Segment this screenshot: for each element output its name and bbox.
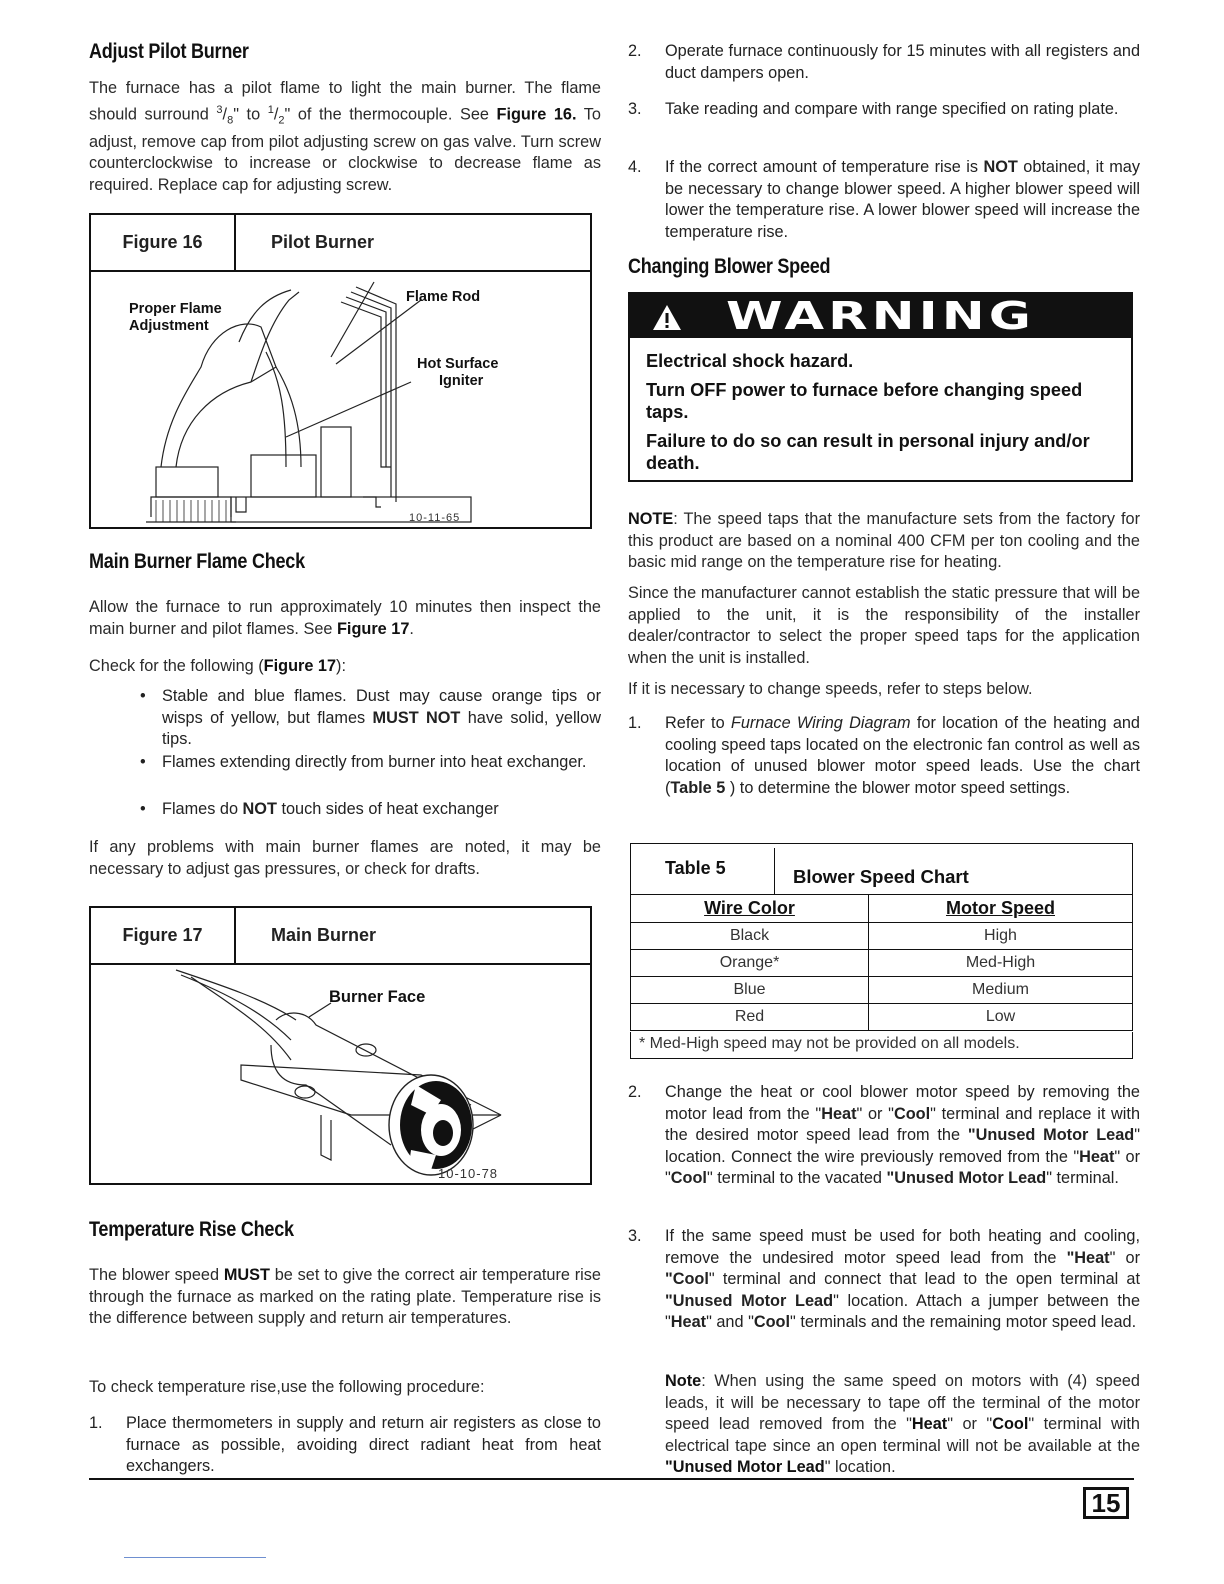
- heading-temp-rise: Temperature Rise Check: [89, 1218, 294, 1241]
- step-text: If the same speed must be used for both heating and cooling, remove the undesired motor speed lead from the "Heat" or "Cool" terminal and connect that lead to the open terminal at "Unused Motor Lead" location. Attach a jumper between the "Heat" and "Cool" terminals and the remaining motor speed lead.: [665, 1227, 1140, 1331]
- cell-speed: High: [869, 923, 1133, 950]
- table-5-number: Table 5: [635, 848, 775, 894]
- table-row: [631, 1004, 1133, 1031]
- label-line: Proper Flame: [129, 301, 222, 317]
- step-number: 4.: [628, 158, 642, 176]
- temp-rise-p1: The blower speed MUST be set to give the correct air temperature rise through the furnace as marked on the rating plate. Temperature rise is the difference between supply and return air temperatures.: [89, 1266, 601, 1327]
- heading-blower-speed: Changing Blower Speed: [628, 255, 831, 278]
- bullet-1: [140, 686, 601, 752]
- cell-color: Red: [631, 1004, 869, 1031]
- step-number: 1.: [628, 714, 642, 732]
- warning-word: WARNING: [726, 294, 1035, 338]
- table-row: [631, 977, 1133, 1004]
- blower-note: NOTE: The speed taps that the manufacture sets from the factory for this product are based on a nominal 400 CFM per ton cooling and the basic mid range on the temperature rise for heating.: [628, 510, 1140, 571]
- temp-step-1: [89, 1413, 601, 1479]
- figure-16-code: 10-11-65: [409, 512, 461, 524]
- heading-adjust-pilot: Adjust Pilot Burner: [89, 40, 249, 63]
- label-flame-rod: Flame Rod: [406, 289, 481, 305]
- figure-17-title: Main Burner: [271, 925, 377, 945]
- cell-speed: Med-High: [869, 950, 1133, 977]
- footer-link-line: [124, 1557, 266, 1558]
- warning-line-2: Turn OFF power to furnace before changing speed taps.: [646, 380, 1083, 422]
- text: " to: [233, 104, 268, 123]
- heading-main-burner: Main Burner Flame Check: [89, 550, 305, 573]
- label-hot-surface: [417, 356, 498, 390]
- figure-ref: Figure 16.: [496, 104, 577, 123]
- warning-line-1: Electrical shock hazard.: [646, 351, 854, 371]
- footer-rule: [89, 1478, 1134, 1480]
- blower-step-1: [628, 713, 1140, 823]
- bullet-text: Stable and blue flames. Dust may cause orange tips or wisps of yellow, but flames MUST NOT have solid, yellow tips.: [162, 687, 601, 748]
- text: " of the thermocouple. See: [284, 104, 497, 123]
- blower-speed-table: [630, 894, 1133, 1031]
- bullet-dot: •: [140, 753, 146, 771]
- step-number: 3.: [628, 100, 642, 118]
- step-text: Operate furnace continuously for 15 minutes with all registers and duct dampers open.: [665, 42, 1140, 82]
- step-number: 3.: [628, 1227, 642, 1245]
- text: .: [409, 619, 414, 638]
- text: To adjust, remove cap from pilot adjusting screw on gas valve. Turn screw counterclockwise to increase or clockwise to decrease flame as required. Replace cap for adjusting screw.: [89, 104, 601, 194]
- figure-16: [89, 213, 592, 529]
- table-row: [631, 950, 1133, 977]
- text: ):: [336, 657, 346, 675]
- main-burner-p1: [89, 597, 601, 640]
- label-line: Igniter: [439, 373, 484, 389]
- table-row: [631, 923, 1133, 950]
- temp-step-2: [628, 41, 1140, 85]
- fraction-den: 8: [227, 114, 234, 127]
- figure-ref: Figure 17: [336, 619, 410, 638]
- figure-16-header: [91, 215, 590, 272]
- warning-box: [628, 292, 1133, 482]
- table-5-header: [630, 843, 1133, 896]
- figure-16-number: Figure 16: [91, 215, 236, 270]
- blower-p2: Since the manufacturer cannot establish the static pressure that will be applied to the unit, it is the responsibility of the installer dealer/contractor to select the proper speed taps for the application when the unit is installed.: [628, 584, 1140, 667]
- fraction-den: 2: [278, 114, 285, 127]
- step-number: 2.: [628, 1083, 642, 1101]
- cell-color: Black: [631, 923, 869, 950]
- text: Check for the following (: [89, 657, 264, 675]
- step-text: If the correct amount of temperature rise is NOT obtained, it may be necessary to change blower speed. A higher blower speed will lower the temperature rise. A lower blower speed will increase the temperature rise.: [665, 158, 1140, 241]
- text: The furnace has a pilot flame to light the main burner. The flame should surround: [89, 79, 601, 123]
- label-burner-face: Burner Face: [329, 988, 426, 1006]
- step-text: Take reading and compare with range specified on rating plate.: [665, 100, 1119, 118]
- temp-step-4: [628, 157, 1140, 245]
- step-number: 2.: [628, 42, 642, 60]
- blower-note-2: Note: When using the same speed on motors with (4) speed leads, it will be necessary to tape off the terminal of the motor speed lead removed from the "Heat" or "Cool" terminal with electrical tape since an open terminal will not be available at the "Unused Motor Lead" location.: [665, 1372, 1140, 1476]
- bullet-text: Flames extending directly from burner into heat exchanger.: [162, 753, 587, 771]
- cell-speed: Medium: [869, 977, 1133, 1004]
- col-motor-speed: Motor Speed: [869, 895, 1133, 923]
- label-proper-flame: [129, 301, 222, 335]
- step-text: Refer to Furnace Wiring Diagram for location of the heating and cooling speed taps located on the electronic fan control as well as location of unused blower motor speed leads. Use the chart (Table 5 ) to determine the blower motor speed settings.: [665, 714, 1140, 797]
- figure-17: [89, 906, 592, 1185]
- step-text: Change the heat or cool blower motor speed by removing the motor lead from the "Heat" or "Cool" terminal and replace it with the desired motor speed lead from the "Unused Motor Lead" location. Connect the wire previously removed from the "Heat" or "Cool" terminal to the vacated "Unused Motor Lead" terminal.: [665, 1083, 1141, 1187]
- adjust-pilot-paragraph: The furnace has a pilot flame to light the main burner. The flame should surround $^3/_8$" to $^1/_2$" of the thermocouple. See Figure 16. To adjust, remove cap from pilot adjusting screw on gas valve. Turn screw counterclockwise to increase or clockwise to decrease flame as required. Replace cap for adjusting screw.: [89, 79, 601, 194]
- blower-step-2: [628, 1082, 1140, 1214]
- cell-color: Blue: [631, 977, 869, 1004]
- figure-17-number: Figure 17: [91, 908, 236, 963]
- page-number: 15: [1083, 1487, 1129, 1519]
- table-5-footnote: * Med-High speed may not be provided on all models.: [630, 1032, 1133, 1059]
- label-line: Adjustment: [129, 318, 209, 334]
- figure-ref: Figure 17: [263, 657, 337, 675]
- temp-rise-p2: To check temperature rise,use the following procedure:: [89, 1378, 485, 1396]
- table-5-title: Blower Speed Chart: [793, 866, 969, 887]
- table-header-row: [631, 895, 1133, 923]
- temp-step-3: [628, 99, 1140, 143]
- main-burner-p2: [89, 656, 601, 678]
- figure-17-header: [91, 908, 590, 965]
- bullet-dot: •: [140, 687, 146, 705]
- blower-step-3: [628, 1226, 1140, 1358]
- bullet-dot: •: [140, 800, 146, 818]
- cell-speed: Low: [869, 1004, 1133, 1031]
- cell-color: Orange*: [631, 950, 869, 977]
- fraction-num: 1: [267, 103, 274, 116]
- main-burner-p3: If any problems with main burner flames are noted, it may be necessary to adjust gas pressures, or check for drafts.: [89, 838, 601, 878]
- warning-line-3: Failure to do so can result in personal injury and/or death.: [646, 431, 1090, 473]
- figure-16-title: Pilot Burner: [271, 232, 375, 252]
- figure-17-code: 10-10-78: [438, 1166, 499, 1181]
- fraction-num: 3: [216, 103, 223, 116]
- label-line: Hot Surface: [417, 356, 499, 372]
- bullet-3: [140, 799, 601, 821]
- step-number: 1.: [89, 1414, 103, 1432]
- bullet-2: [140, 752, 601, 796]
- text: Allow the furnace to run approximately 10 minutes then inspect the main burner and pilot flames. See: [89, 598, 601, 638]
- bullet-text: Flames do NOT touch sides of heat exchanger: [162, 800, 499, 818]
- col-wire-color: Wire Color: [631, 895, 869, 923]
- blower-p3: If it is necessary to change speeds, refer to steps below.: [628, 680, 1033, 698]
- step-text: Place thermometers in supply and return air registers as close to furnace as possible, avoiding direct radiant heat from heat exchangers.: [126, 1414, 601, 1475]
